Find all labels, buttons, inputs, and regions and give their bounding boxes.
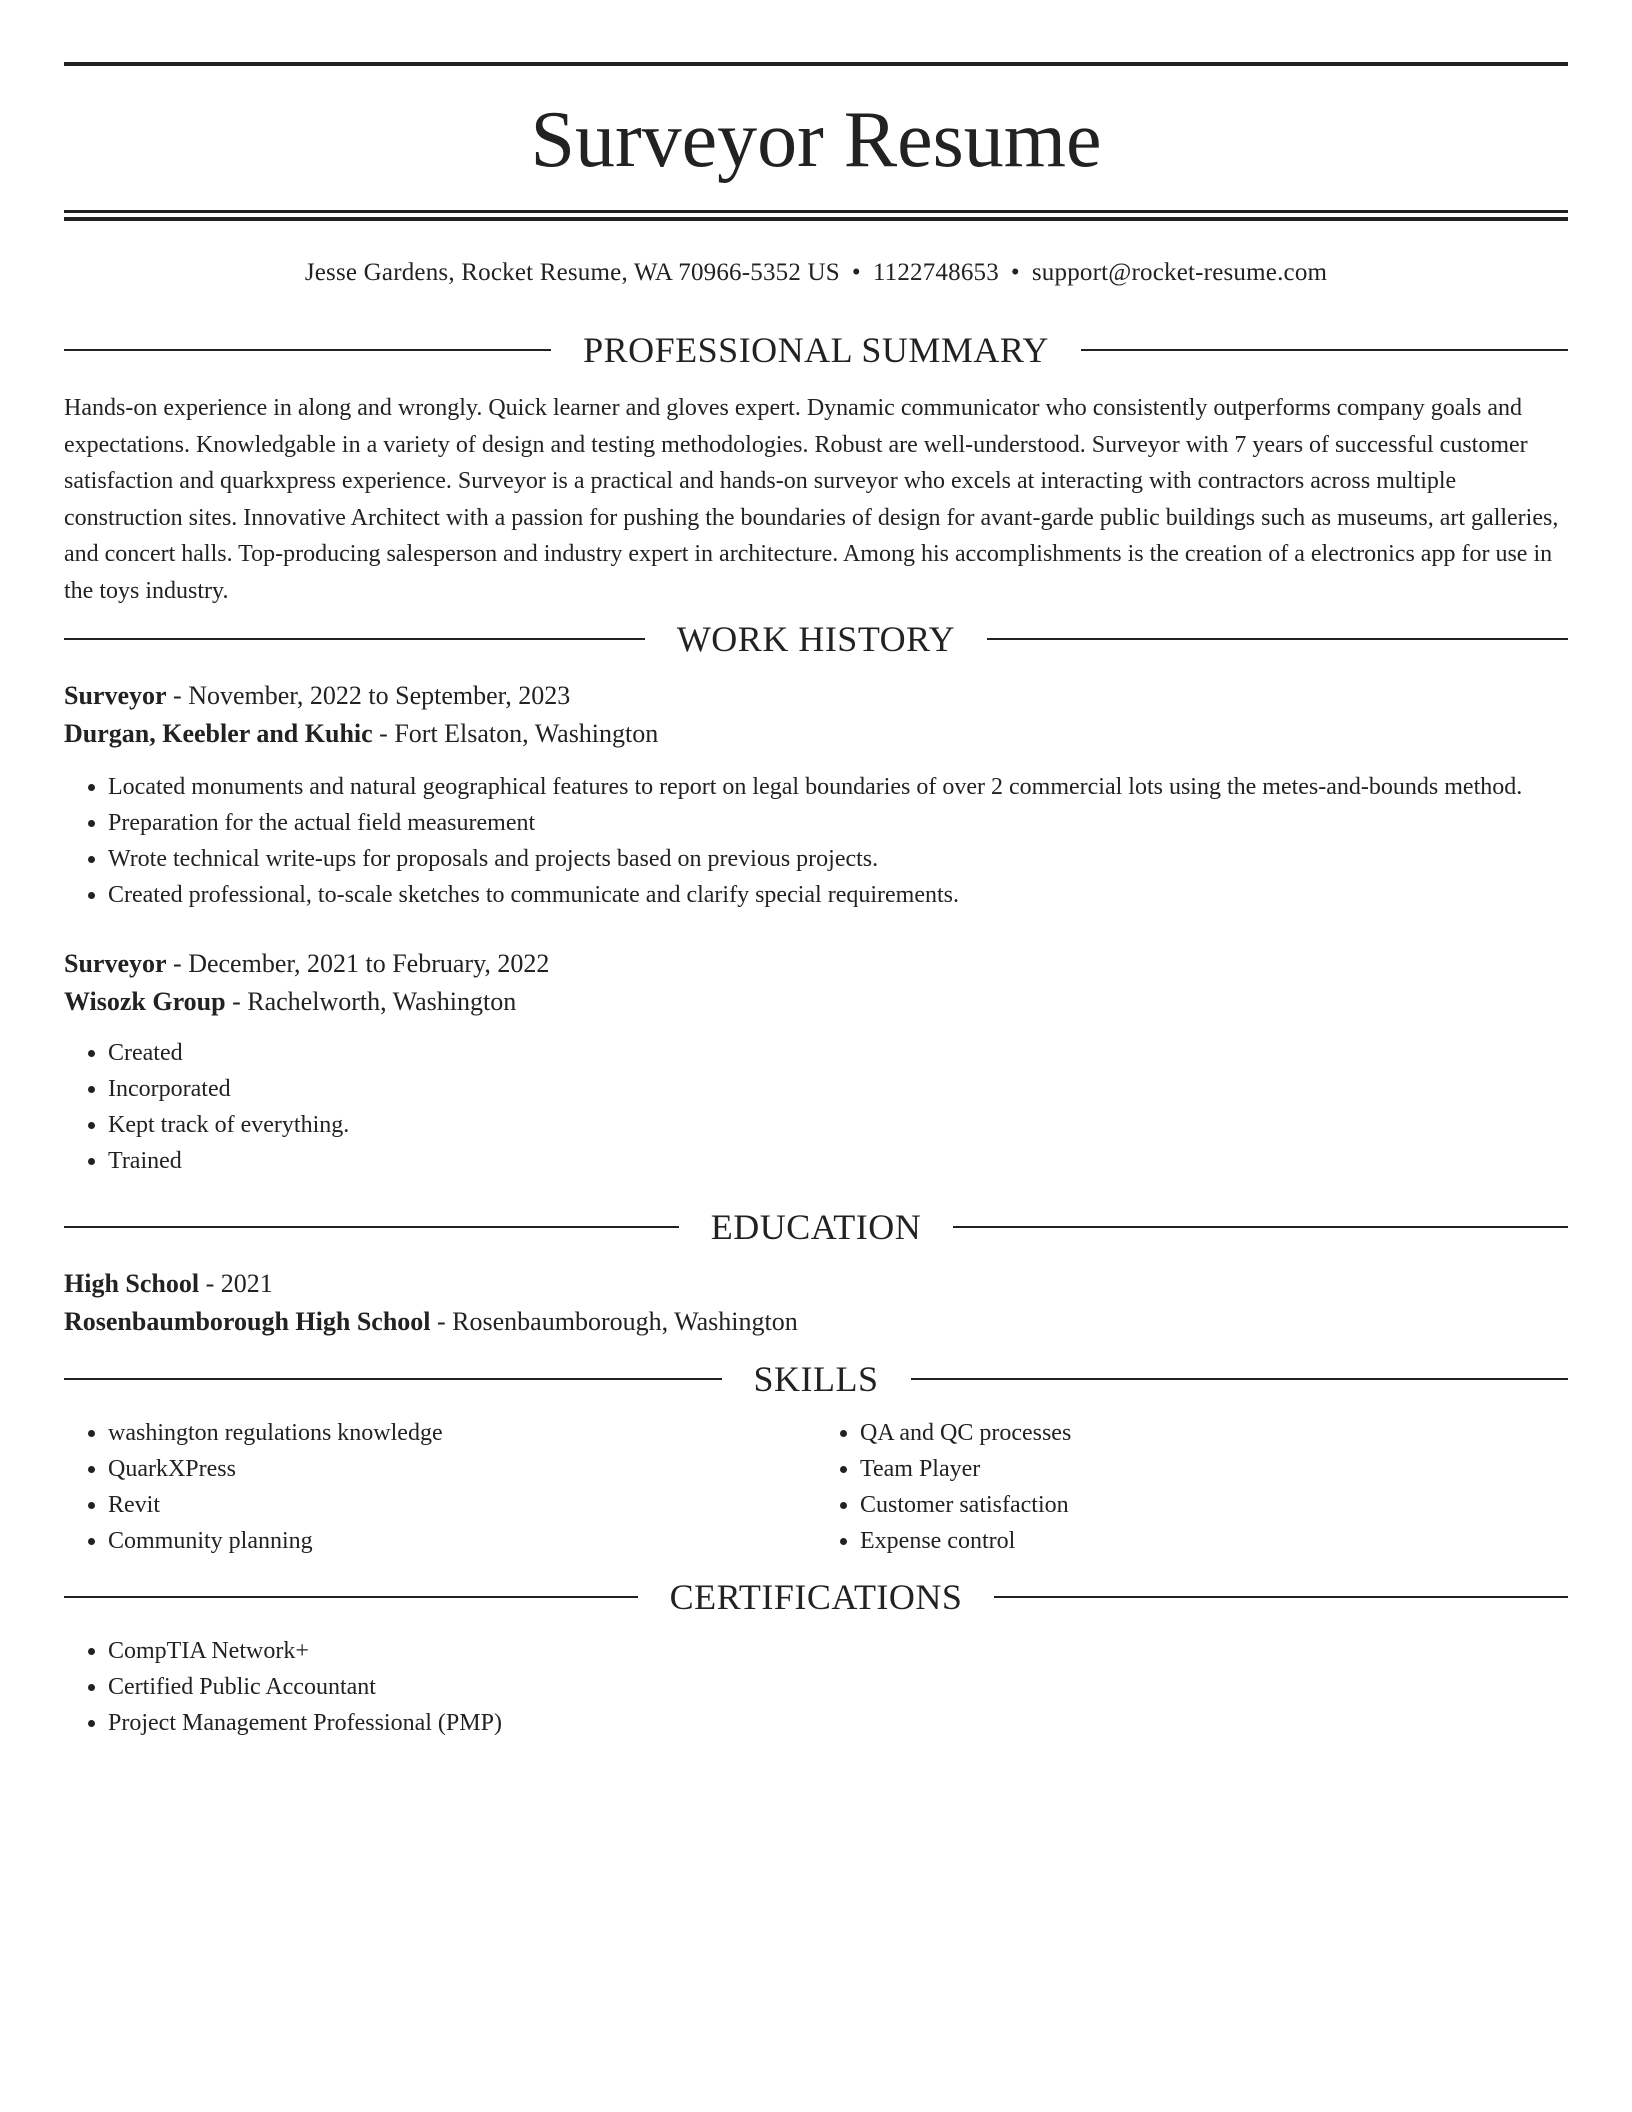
- job-title: Surveyor: [64, 949, 167, 978]
- heading-rule-right: [994, 1596, 1568, 1598]
- section-heading-label: EDUCATION: [710, 1207, 922, 1247]
- education-school: Rosenbaumborough High School: [64, 1307, 431, 1336]
- list-item: • QuarkXPress: [108, 1451, 816, 1487]
- job-entry: [64, 677, 1568, 913]
- job-entry: [64, 945, 1568, 1179]
- section-heading-label: WORK HISTORY: [676, 619, 956, 659]
- heading-rule-right: [1081, 349, 1568, 351]
- list-item: • Kept track of everything.: [108, 1107, 1568, 1143]
- contact-separator: •: [1010, 259, 1020, 286]
- job-company: Wisozk Group: [64, 987, 226, 1016]
- section-heading-work: [64, 619, 1568, 659]
- education-degree-line: [64, 1265, 1568, 1303]
- resume-title: Surveyor Resume: [530, 96, 1102, 184]
- list-item: • Wrote technical write-ups for proposals and projects based on previous projects.: [108, 841, 1568, 877]
- contact-separator: •: [851, 259, 861, 286]
- job-company-line: [64, 983, 1568, 1021]
- skills-columns: [64, 1415, 1568, 1559]
- list-item: • Customer satisfaction: [860, 1487, 1568, 1523]
- heading-rule-right: [987, 638, 1568, 640]
- heading-rule-right: [911, 1378, 1569, 1380]
- heading-rule-right: [953, 1226, 1568, 1228]
- certifications-list: [64, 1633, 1568, 1741]
- section-heading-label: PROFESSIONAL SUMMARY: [583, 330, 1049, 370]
- list-item: • Preparation for the actual field measurement: [108, 805, 1568, 841]
- heading-rule-left: [64, 1378, 722, 1380]
- section-heading-skills: [64, 1359, 1568, 1399]
- list-item: • Revit: [108, 1487, 816, 1523]
- education-year: - 2021: [199, 1269, 273, 1298]
- heading-rule-left: [64, 638, 645, 640]
- list-item: • Team Player: [860, 1451, 1568, 1487]
- heading-rule-left: [64, 1596, 638, 1598]
- list-item: • Incorporated: [108, 1071, 1568, 1107]
- section-heading-certifications: [64, 1577, 1568, 1617]
- list-item: • Created: [108, 1035, 1568, 1071]
- list-item: • Located monuments and natural geographical features to report on legal boundaries of over 2 commercial lots using the metes-and-bounds method.: [108, 769, 1568, 805]
- education-school-line: [64, 1303, 1568, 1341]
- summary-paragraph: Hands-on experience in along and wrongly. Quick learner and gloves expert. Dynamic communicator who consistently outperforms company goals and expectations. Knowledgable in a variety of design and testing methodologies. Robust are well-understood. Surveyor with 7 years of successful customer satisfaction and quarkxpress experience. Surveyor is a practical and hands-on surveyor who excels at interacting with contractors across multiple construction sites. Innovative Architect with a passion for pushing the boundaries of design for avant-garde public buildings such as museums, art galleries, and concert halls. Top-producing salesperson and industry expert in architecture. Among his accomplishments is the creation of a electronics app for use in the toys industry.: [64, 395, 1559, 604]
- contact-line: [64, 258, 1568, 288]
- education-location: - Rosenbaumborough, Washington: [430, 1307, 798, 1336]
- section-heading-label: CERTIFICATIONS: [669, 1577, 963, 1617]
- title-double-rule: [64, 210, 1568, 221]
- job-bullets: [64, 769, 1568, 913]
- list-item: • Community planning: [108, 1523, 816, 1559]
- education-degree: High School: [64, 1269, 200, 1298]
- job-company-line: [64, 715, 1568, 753]
- job-title-line: [64, 945, 1568, 983]
- contact-phone: 1122748653: [872, 259, 999, 286]
- list-item: • Expense control: [860, 1523, 1568, 1559]
- job-dates: - November, 2022 to September, 2023: [166, 681, 571, 710]
- list-item: • QA and QC processes: [860, 1415, 1568, 1451]
- job-title-line: [64, 677, 1568, 715]
- top-rule: [64, 62, 1568, 66]
- heading-rule-left: [64, 349, 551, 351]
- job-bullets: [64, 1035, 1568, 1179]
- section-heading-summary: [64, 330, 1568, 370]
- list-item: • Certified Public Accountant: [108, 1669, 1568, 1705]
- list-item: • Project Management Professional (PMP): [108, 1705, 1568, 1741]
- heading-rule-left: [64, 1226, 679, 1228]
- contact-email: support@rocket-resume.com: [1031, 259, 1328, 286]
- contact-address: Jesse Gardens, Rocket Resume, WA 70966-5352 US: [304, 259, 840, 286]
- job-title: Surveyor: [64, 681, 167, 710]
- list-item: • CompTIA Network+: [108, 1633, 1568, 1669]
- job-location: - Rachelworth, Washington: [225, 987, 517, 1016]
- section-heading-education: [64, 1207, 1568, 1247]
- section-heading-label: SKILLS: [753, 1359, 879, 1399]
- job-location: - Fort Elsaton, Washington: [372, 719, 659, 748]
- skills-list-left: [64, 1415, 816, 1559]
- job-company: Durgan, Keebler and Kuhic: [64, 719, 373, 748]
- list-item: • Created professional, to-scale sketches to communicate and clarify special requirements.: [108, 877, 1568, 913]
- skills-list-right: [816, 1415, 1568, 1559]
- education-entry: [64, 1265, 1568, 1341]
- list-item: • washington regulations knowledge: [108, 1415, 816, 1451]
- job-dates: - December, 2021 to February, 2022: [166, 949, 550, 978]
- list-item: • Trained: [108, 1143, 1568, 1179]
